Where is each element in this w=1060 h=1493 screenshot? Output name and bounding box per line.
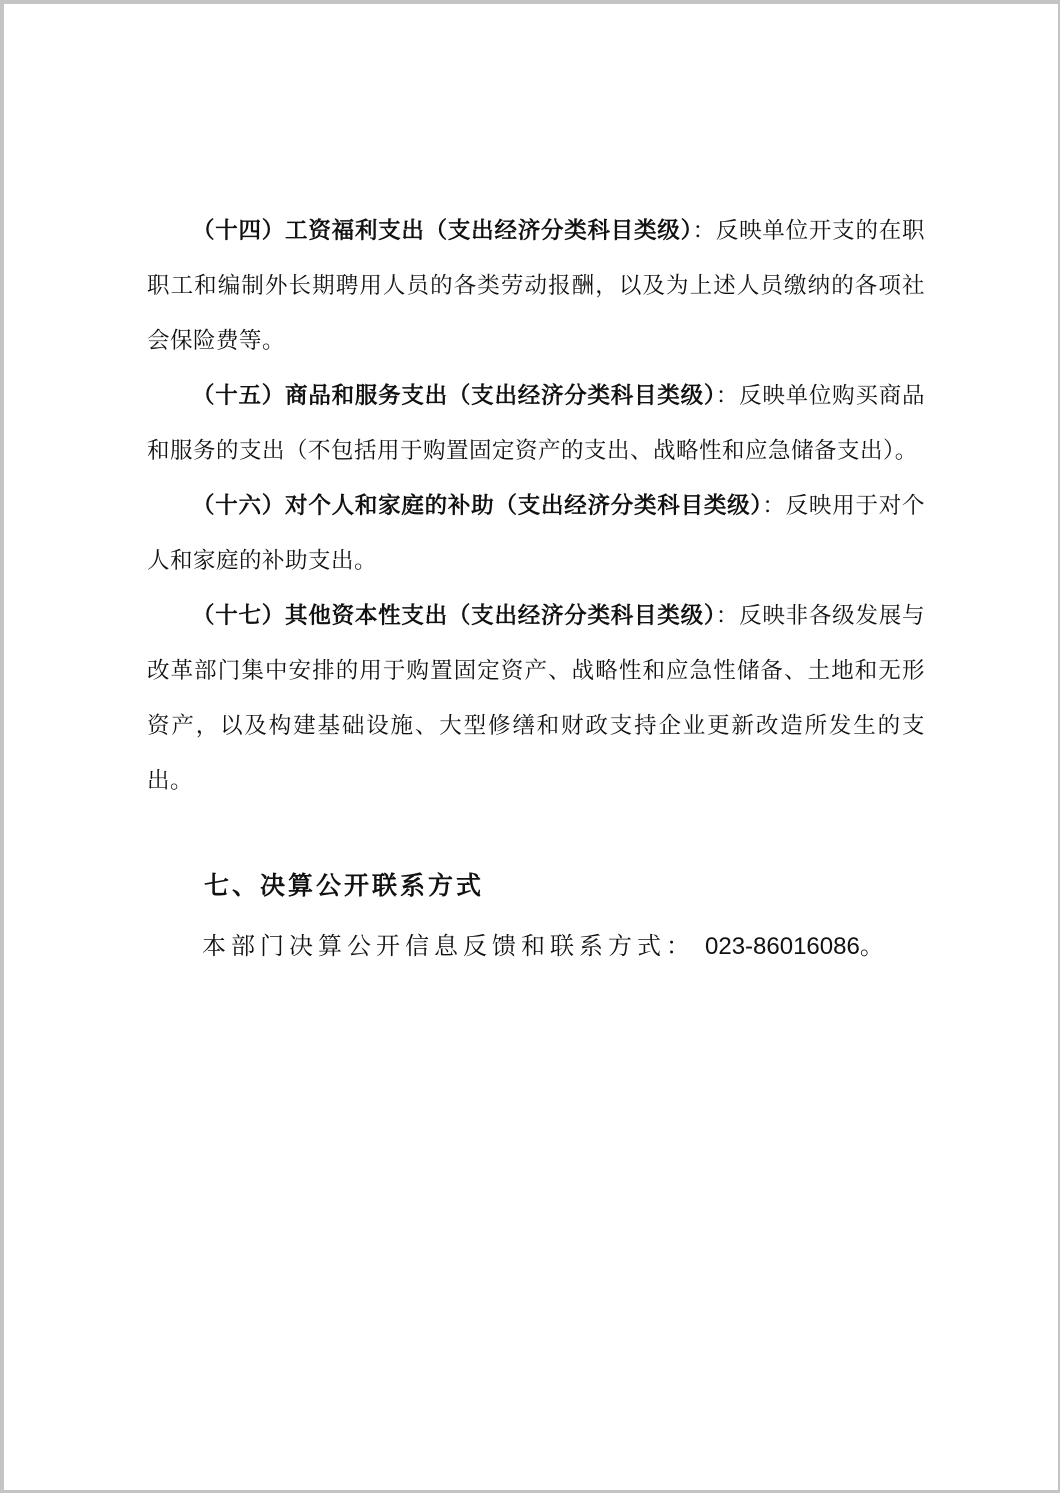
paragraph-heading: （十六）对个人和家庭的补助（支出经济分类科目类级） xyxy=(192,493,763,519)
contact-info xyxy=(202,926,884,961)
paragraph-text: ：反映单位购买商品和服务的支出（不包括用于购置固定资产的支出、战略性和应急储备支出）。 xyxy=(147,383,925,464)
paragraph-wage-welfare-expenditure xyxy=(147,204,925,369)
paragraph-text: ：反映用于对个人和家庭的补助支出。 xyxy=(147,493,925,574)
paragraph-household-subsidy xyxy=(147,479,925,589)
paragraph-text: ：反映单位开支的在职职工和编制外长期聘用人员的各类劳动报酬，以及为上述人员缴纳的各项社会保险费等。 xyxy=(147,218,925,354)
section-title: 七、决算公开联系方式 xyxy=(204,871,485,900)
document-body xyxy=(147,204,925,809)
paragraph-heading: （十四）工资福利支出（支出经济分类科目类级） xyxy=(192,218,693,244)
paragraph-text: ：反映非各级发展与改革部门集中安排的用于购置固定资产、战略性和应急性储备、土地和无形资产，以及构建基础设施、大型修缮和财政支持企业更新改造所发生的支出。 xyxy=(147,603,925,794)
contact-end-mark: 。 xyxy=(859,932,884,960)
contact-phone: 023-86016086 xyxy=(705,933,860,960)
paragraph-goods-services-expenditure xyxy=(147,369,925,479)
contact-label: 本部门决算公开信息反馈和联系方式： xyxy=(202,932,695,960)
paragraph-heading: （十五）商品和服务支出（支出经济分类科目类级） xyxy=(192,383,716,409)
paragraph-other-capital-expenditure xyxy=(147,589,925,809)
paragraph-heading: （十七）其他资本性支出（支出经济分类科目类级） xyxy=(192,603,716,629)
